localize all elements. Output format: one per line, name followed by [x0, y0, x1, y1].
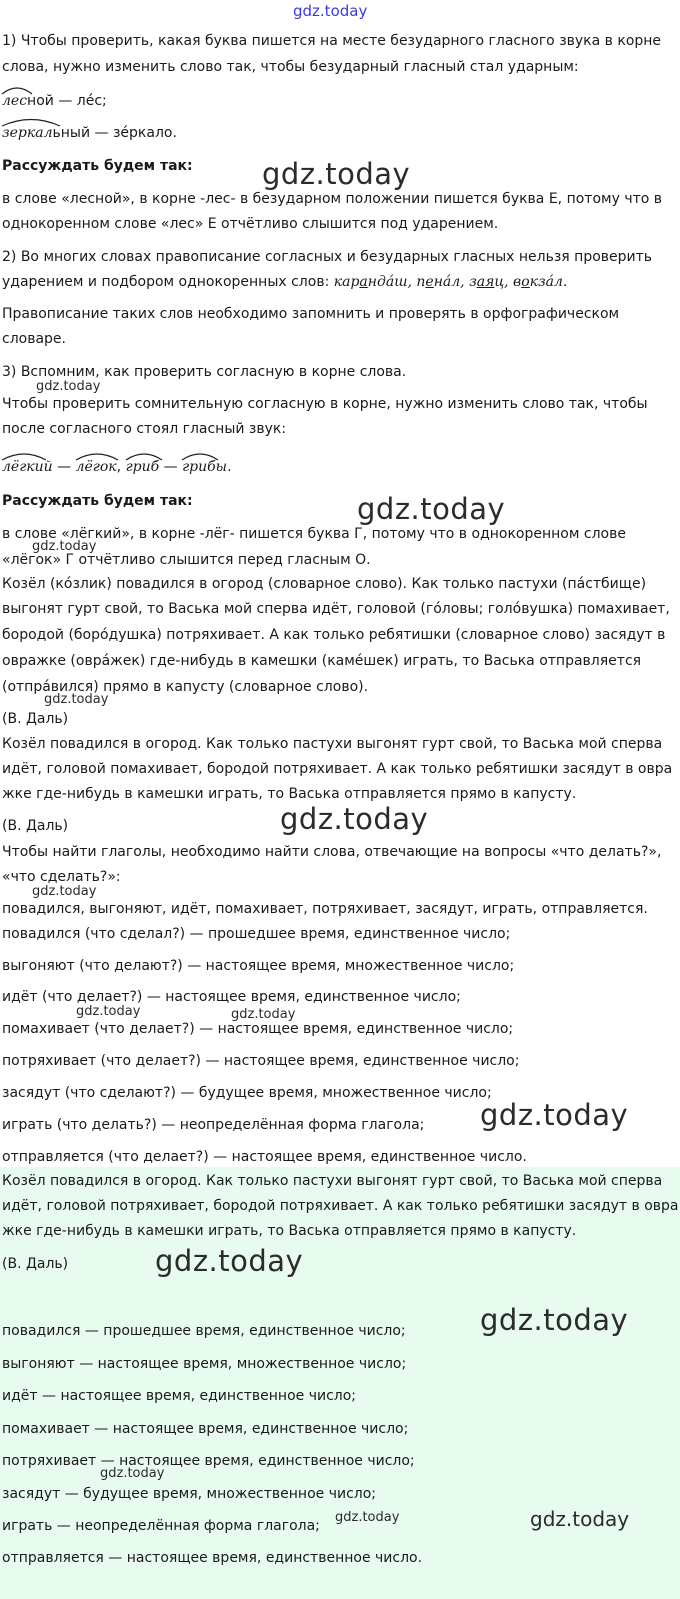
- annotated-text-line-1: Козёл (кóзлик) повадился в огород (словарное слово). Как только пастухи (пáстбище): [2, 576, 647, 592]
- site-header-logo[interactable]: gdz.today: [293, 2, 368, 20]
- section-3-line-1: 3) Вспомним, как проверить согласную в корне слова.: [2, 364, 407, 380]
- example-word: лёгок: [75, 459, 117, 475]
- panel-verb-item: идёт — настоящее время, единственное число;: [2, 1388, 357, 1404]
- reason-2-line-2: «лёгок» Г отчётливо слышится перед гласным О.: [2, 552, 371, 568]
- watermark: gdz.today: [280, 802, 429, 836]
- reason-1-line-2: однокоренном слове «лес» Е отчётливо слышится под ударением.: [2, 216, 499, 232]
- panel-text-line-1: Козёл повадился в огород. Как только пастухи выгонят гурт свой, то Васька мой сперва: [2, 1173, 663, 1189]
- example-rest-2: ьный — зéркало.: [52, 125, 177, 141]
- panel-verb-item: повадился — прошедшее время, единственное число;: [2, 1323, 406, 1339]
- watermark: gdz.today: [335, 1510, 400, 1525]
- example-line-2: [2, 124, 676, 142]
- verb-item: выгоняют (что делают?) — настоящее время, множественное число;: [2, 958, 515, 974]
- example-word: грибы: [182, 459, 228, 475]
- reason-title-1: Рассуждать будем так:: [2, 158, 193, 174]
- annotated-text-line-2: выгонят гурт свой, то Васька мой сперва идёт, головой (гóловы; голóвушка) помахивает,: [2, 601, 670, 617]
- example-word: гриб: [125, 459, 160, 475]
- section-2-line-3: Правописание таких слов необходимо запомнить и проверять в орфографическом: [2, 306, 620, 322]
- root-arc-icon: [74, 449, 120, 461]
- panel-text-line-2: идёт, головой потряхивает, бородой потряхивает. А как только ребятишки засядут в овра: [2, 1198, 679, 1214]
- root-arc-icon: [124, 449, 164, 461]
- section-2-line-1: 2) Во многих словах правописание согласных и безударных гласных нельзя проверить: [2, 249, 653, 265]
- annotated-text-line-4: овражке (оврáжек) где-нибудь в камешки (камéшек) играть, то Васька отправляется: [2, 653, 642, 669]
- annotated-text-line-5: (отпрáвился) прямо в капусту (словарное слово).: [2, 679, 369, 695]
- dict-word-karandash: карандáш, пенáл, заяц, вокзáл.: [333, 274, 568, 290]
- section-2-line-2: [2, 273, 676, 291]
- section-2-line-4: словаре.: [2, 331, 66, 347]
- root-arc-icon: [0, 115, 62, 127]
- verb-item: идёт (что делает?) — настоящее время, единственное число;: [2, 989, 461, 1005]
- clean-text-line-1: Козёл повадился в огород. Как только пастухи выгонят гурт свой, то Васька мой сперва: [2, 736, 663, 752]
- watermark: gdz.today: [357, 492, 506, 526]
- panel-verb-item: играть — неопределённая форма глагола;: [2, 1518, 320, 1534]
- clean-text-line-2: идёт, головой помахивает, бородой потряхивает. А как только ребятишки засядут в овра: [2, 761, 673, 777]
- panel-verb-item: потряхивает — настоящее время, единственное число;: [2, 1453, 415, 1469]
- author-2: (В. Даль): [2, 818, 69, 834]
- verbs-list: повадился, выгоняют, идёт, помахивает, потряхивает, засядут, играть, отправляется.: [2, 901, 648, 917]
- verb-item: потряхивает (что делает?) — настоящее время, единственное число;: [2, 1053, 520, 1069]
- verb-item: повадился (что сделал?) — прошедшее время, единственное число;: [2, 926, 511, 942]
- watermark: gdz.today: [480, 1098, 629, 1132]
- example-word: лёгкий: [2, 459, 53, 475]
- watermark: gdz.today: [44, 692, 109, 707]
- verbs-task-line-1: Чтобы найти глаголы, необходимо найти слова, отвечающие на вопросы «что делать?»,: [2, 844, 662, 860]
- clean-text-line-3: жке где-нибудь в камешки играть, то Васька отправляется прямо в капусту.: [2, 786, 577, 802]
- example-root-les: лес: [2, 93, 28, 109]
- reason-2-line-1: в слове «лёгкий», в корне -лёг- пишется буква Г, потому что в однокоренном слове: [2, 526, 626, 542]
- section-2-intro: ударением и подбором однокоренных слов:: [2, 274, 334, 290]
- panel-verb-item: отправляется — настоящее время, единственное число.: [2, 1550, 423, 1566]
- watermark: gdz.today: [530, 1507, 630, 1531]
- panel-text-line-3: жке где-нибудь в камешки играть, то Васька отправляется прямо в капусту.: [2, 1223, 577, 1239]
- root-arc-icon: [180, 449, 220, 461]
- verb-item: отправляется (что делает?) — настоящее время, единственное число.: [2, 1149, 527, 1165]
- verb-item: играть (что делать?) — неопределённая форма глагола;: [2, 1117, 425, 1133]
- section-3-line-3: после согласного стоял гласный звук:: [2, 421, 287, 437]
- reason-title-2: Рассуждать будем так:: [2, 493, 193, 509]
- section-3-line-2: Чтобы проверить сомнительную согласную в корне, нужно изменить слово так, чтобы: [2, 396, 648, 412]
- watermark: gdz.today: [36, 379, 101, 394]
- watermark: gdz.today: [32, 884, 97, 899]
- panel-author: (В. Даль): [2, 1256, 69, 1272]
- example-root-zerkal: зеркал: [2, 125, 53, 141]
- reason-1-line-1: в слове «лесной», в корне -лес- в безударном положении пишется буква Е, потому что в: [2, 191, 663, 207]
- panel-verb-item: засядут — будущее время, множественное число;: [2, 1486, 377, 1502]
- rule-line-1: 1) Чтобы проверить, какая буква пишется на месте безударного гласного звука в корне: [2, 33, 662, 49]
- watermark: gdz.today: [262, 157, 411, 191]
- panel-verb-item: выгоняют — настоящее время, множественное число;: [2, 1356, 407, 1372]
- watermark: gdz.today: [480, 1303, 629, 1337]
- watermark: gdz.today: [76, 1004, 141, 1019]
- watermark: gdz.today: [231, 1007, 296, 1022]
- annotated-text-line-3: бородой (борóдушка) потряхивает. А как только ребятишки (словарное слово) засядут в: [2, 627, 666, 643]
- rule-line-2: слова, нужно изменить слово так, чтобы безударный гласный стал ударным:: [2, 59, 579, 75]
- example-rest-1: ной — лéс;: [27, 93, 107, 109]
- root-arc-icon: [0, 449, 48, 461]
- watermark: gdz.today: [32, 539, 97, 554]
- author-1: (В. Даль): [2, 711, 69, 727]
- verb-item: помахивает (что делает?) — настоящее время, единственное число;: [2, 1021, 514, 1037]
- watermark: gdz.today: [155, 1244, 304, 1278]
- verb-item: засядут (что сделают?) — будущее время, множественное число;: [2, 1085, 492, 1101]
- example-line-1: [2, 92, 676, 110]
- section-3-examples: лёгкий — лёгок, гриб — грибы.: [2, 459, 232, 475]
- panel-verb-item: помахивает — настоящее время, единственное число;: [2, 1421, 409, 1437]
- verbs-task-line-2: «что сделать?»:: [2, 869, 121, 885]
- root-arc-icon: [0, 83, 34, 95]
- watermark: gdz.today: [100, 1466, 165, 1481]
